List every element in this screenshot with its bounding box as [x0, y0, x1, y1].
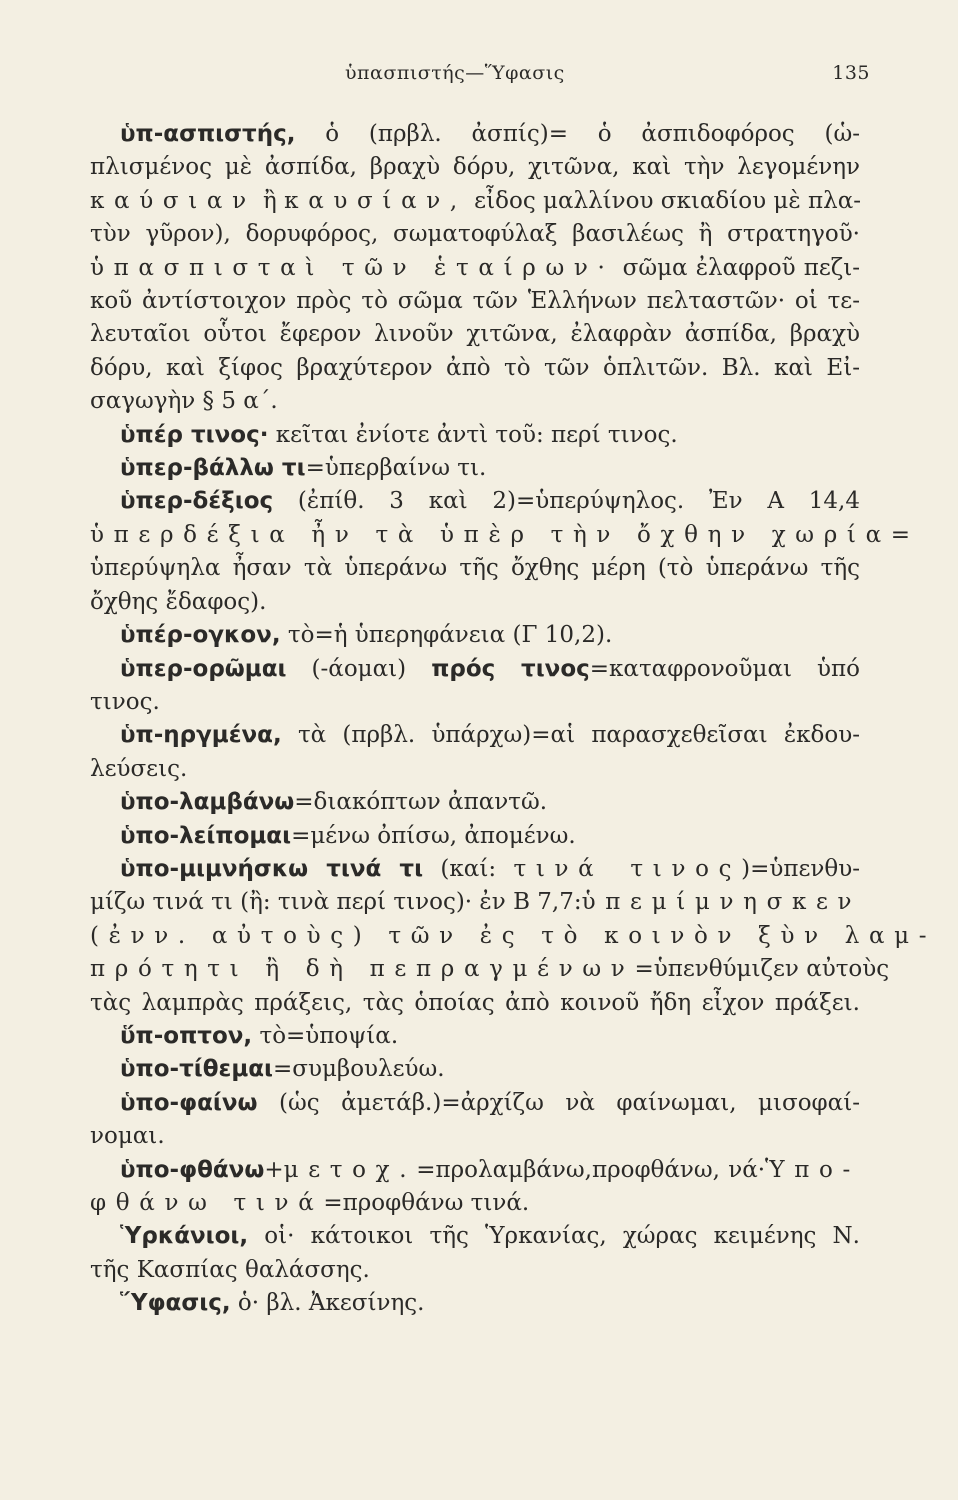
- continuation-line: [90, 318, 860, 351]
- headword: Ὕφασις,: [120, 1290, 231, 1317]
- headword: ὑπέρ-ογκον,: [120, 622, 281, 649]
- entry-line: [90, 820, 860, 853]
- spaced-citation: ὑπασπισταὶ τῶν ἑταίρων·: [90, 254, 615, 281]
- continuation-line: [90, 1254, 860, 1287]
- entry-line: [90, 786, 860, 819]
- definition-text: (ὡς ἀμετάβ.)=ἀρχίζω νὰ φαίνωμαι, μισοφαί-: [257, 1089, 860, 1116]
- spaced-citation: ὑπερδέξια ἦν τὰ ὑπὲρ τὴν ὄχθην χωρία: [90, 521, 891, 548]
- definition-text: λεύσεις.: [90, 755, 188, 782]
- continuation-line: [90, 218, 860, 251]
- definition-text: νομαι.: [90, 1123, 165, 1150]
- headword: ὕπ-οπτον,: [120, 1022, 253, 1049]
- continuation-line: [90, 686, 860, 719]
- definition-text: +: [264, 1156, 284, 1183]
- dictionary-body: [90, 118, 937, 1321]
- continuation-line: [90, 953, 890, 986]
- headword: Ὑρκάνιοι,: [120, 1223, 249, 1250]
- continuation-line: [90, 285, 860, 318]
- continuation-line: [90, 519, 911, 552]
- entry-line: [90, 419, 860, 452]
- definition-text: (καί:: [423, 855, 514, 882]
- definition-text: λευταῖοι οὗτοι ἔφερον λινοῦν χιτῶνα, ἐλαφρὰν ἀσπίδα, βραχὺ: [90, 321, 860, 348]
- headword: ὑπερ-ορῶμαι: [120, 655, 287, 682]
- running-title: ὑπασπιστής—Ὕφασις: [345, 62, 565, 84]
- headword: ὑπερ-βάλλω τι: [120, 455, 306, 482]
- definition-text: ἢ: [255, 187, 285, 214]
- headword: ὑπο-τίθεμαι: [120, 1056, 274, 1083]
- headword: ὑπο-μιμνήσκω τινά τι: [120, 855, 424, 882]
- continuation-line: [90, 252, 860, 285]
- definition-text: ὁ· βλ. Ἀκεσίνης.: [230, 1290, 425, 1317]
- definition-text: μίζω τινά τι (ἢ: τινὰ περί τινος)· ἐν Β 7,7:: [90, 889, 582, 916]
- definition-text: δόρυ, καὶ ξίφος βραχύτερον ἀπὸ τὸ τῶν ὁπλιτῶν. Βλ. καὶ Εἰ-: [90, 354, 860, 381]
- headword: ὑπ-ηργμένα,: [120, 722, 282, 749]
- continuation-line: [90, 1120, 860, 1153]
- headword: ὑπο-λαμβάνω: [120, 789, 295, 816]
- entry-line: [90, 1287, 860, 1320]
- entry-line: [90, 853, 860, 886]
- entry-line: [90, 118, 860, 151]
- definition-text: =μένω ὀπίσω, ἀπομένω.: [291, 822, 576, 849]
- continuation-line: [90, 552, 860, 585]
- continuation-line: [90, 586, 860, 619]
- definition-text: ὄχθης ἔδαφος).: [90, 588, 267, 615]
- entry-line: [90, 485, 860, 518]
- continuation-line: [90, 753, 860, 786]
- headword: ὑπο-λείπομαι: [120, 822, 292, 849]
- definition-text: σαγωγὴν § 5 α΄.: [90, 388, 278, 415]
- spaced-citation: (ἐνν. αὐτοὺς) τῶν ἐς τὸ κοινὸν ξὺν λαμ-: [90, 922, 937, 949]
- entry-line: [90, 1020, 860, 1053]
- page-number: 135: [832, 62, 870, 84]
- definition-text: κεῖται ἐνίοτε ἀντὶ τοῦ: περί τινος.: [268, 421, 678, 448]
- definition-text: (ἐπίθ. 3 καὶ 2)=ὑπερύψηλος. Ἐν Α 14,4: [273, 488, 860, 515]
- page-header: [0, 62, 958, 92]
- definition-text: )=ὑπενθυ-: [741, 855, 860, 882]
- definition-text: =ὑπερβαίνω τι.: [305, 455, 487, 482]
- entry-line: [90, 1053, 860, 1086]
- definition-text: τὰ (πρβλ. ὑπάρχω)=αἱ παρασχεθεῖσαι ἐκδου-: [281, 722, 860, 749]
- spaced-citation: καύσιαν: [90, 187, 256, 214]
- continuation-line: [90, 920, 937, 953]
- definition-text: =καταφρονοῦμαι ὑπό: [589, 655, 860, 682]
- definition-text: =συμβουλεύω.: [273, 1056, 445, 1083]
- entry-line: [90, 1087, 860, 1120]
- headword: ὑπ-ασπιστής,: [120, 121, 296, 147]
- spaced-citation: ὑπεμίμνησκεν: [581, 889, 862, 916]
- continuation-line: [90, 151, 860, 184]
- continuation-line: [90, 352, 860, 385]
- spaced-citation: Ὑπο-: [765, 1156, 860, 1183]
- entry-line: [90, 719, 860, 752]
- spaced-citation: φθάνω τινά: [90, 1190, 324, 1216]
- headword: ὑπο-φθάνω: [120, 1156, 265, 1183]
- continuation-line: [90, 385, 860, 418]
- definition-text: =ὑπενθύμιζεν αὐτοὺς: [634, 956, 890, 983]
- headword: ὑπερ-δέξιος: [120, 488, 274, 515]
- entry-line: [90, 1220, 860, 1253]
- definition-text: (-άομαι): [286, 655, 432, 682]
- definition-text: =: [890, 521, 911, 548]
- continuation-line: [90, 1187, 860, 1220]
- headword: πρός τινος: [431, 655, 590, 682]
- definition-text: τὸ=ὑποψία.: [252, 1022, 399, 1049]
- entry-line: [90, 1154, 860, 1187]
- definition-text: σῶμα ἐλαφροῦ πεζι-: [614, 254, 861, 281]
- definition-text: τῆς Κασπίας θαλάσσης.: [90, 1256, 370, 1283]
- definition-text: τὺν γῦρον), δορυφόρος, σωματοφύλαξ βασιλέως ἢ στρατηγοῦ·: [90, 221, 860, 248]
- continuation-line: [90, 185, 860, 218]
- definition-text: πλισμένος μὲ ἀσπίδα, βραχὺ δόρυ, χιτῶνα, καὶ τὴν λεγομένην: [90, 154, 860, 181]
- headword: ὑπο-φαίνω: [120, 1089, 258, 1116]
- spaced-citation: πρότητι ἢ δὴ πεπραγμένων: [90, 956, 635, 983]
- spaced-citation: καυσίαν,: [284, 187, 467, 214]
- spaced-citation: μετοχ.: [283, 1156, 417, 1183]
- definition-text: =προλαμβάνω,προφθάνω, νά·: [416, 1156, 766, 1183]
- entry-line: [90, 452, 860, 485]
- continuation-line: [90, 987, 860, 1020]
- headword: ὑπέρ τινος·: [120, 421, 269, 448]
- definition-text: =διακόπτων ἀπαντῶ.: [294, 789, 548, 816]
- spaced-citation: τινά τινος: [513, 855, 742, 882]
- definition-text: κοῦ ἀντίστοιχον πρὸς τὸ σῶμα τῶν Ἑλλήνων πελταστῶν· οἱ τε-: [90, 288, 860, 315]
- definition-text: εἶδος μαλλίνου σκιαδίου μὲ πλα-: [466, 187, 862, 214]
- definition-text: ὁ (πρβλ. ἀσπίς)= ὁ ἀσπιδοφόρος (ὡ-: [295, 121, 860, 147]
- entry-line: [90, 619, 860, 652]
- definition-text: τὰς λαμπρὰς πράξεις, τὰς ὁποίας ἀπὸ κοινοῦ ἤδη εἶχον πράξει.: [90, 989, 860, 1016]
- definition-text: οἱ· κάτοικοι τῆς Ὑρκανίας, χώρας κειμένης Ν.: [248, 1223, 860, 1250]
- definition-text: =προφθάνω τινά.: [323, 1190, 530, 1216]
- definition-text: ὑπερύψηλα ἦσαν τὰ ὑπεράνω τῆς ὄχθης μέρη (τὸ ὑπεράνω τῆς: [90, 555, 860, 582]
- definition-text: τινος.: [90, 688, 160, 715]
- continuation-line: [90, 886, 860, 919]
- entry-line: [90, 653, 860, 686]
- definition-text: τὸ=ἡ ὑπερηφάνεια (Γ 10,2).: [280, 622, 613, 649]
